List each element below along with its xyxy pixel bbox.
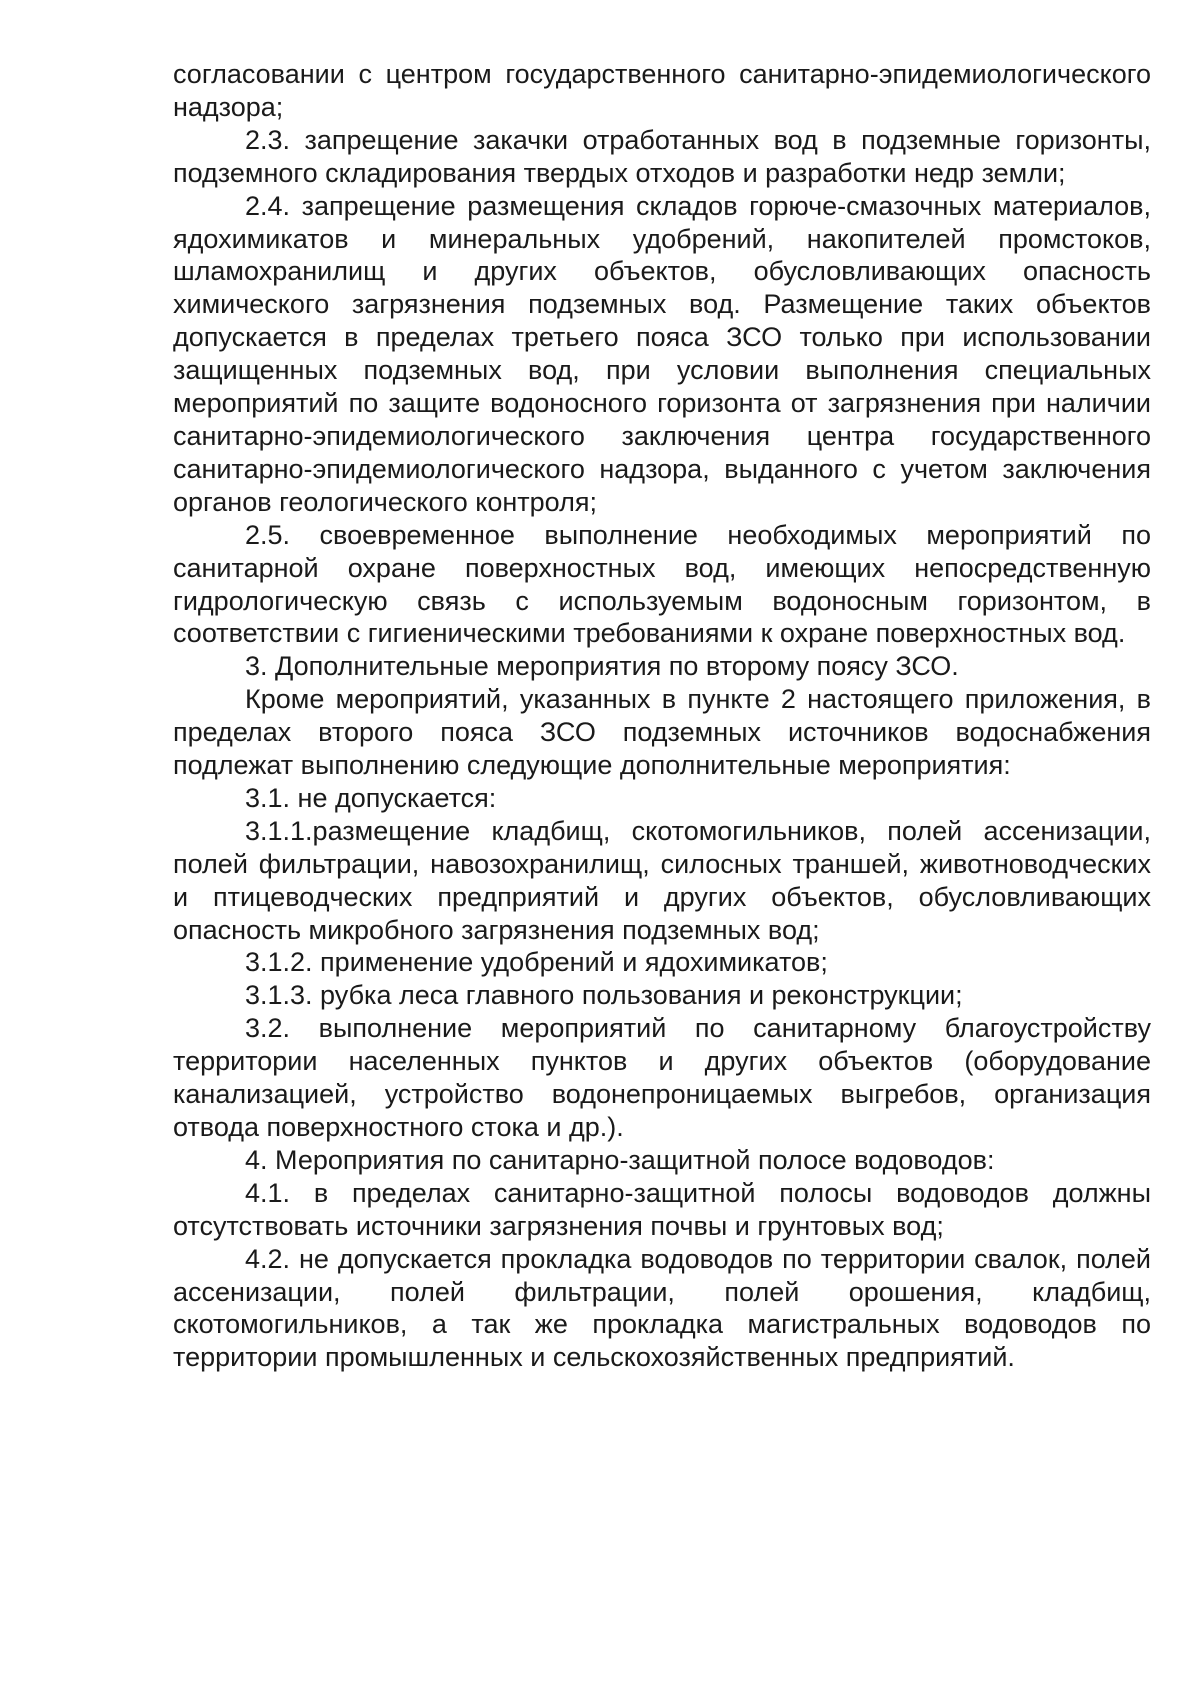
paragraph-3-1-1: 3.1.1.размещение кладбищ, скотомогильников, полей ассенизации, полей фильтрации, навозохранилищ, силосных траншей, животноводческих и птицеводческих предприятий и других объектов, обусловливающих опасность микробного загрязнения подземных вод; — [173, 815, 1151, 945]
paragraph-3-2: 3.2. выполнение мероприятий по санитарному благоустройству территории населенных пунктов и других объектов (оборудование канализацией, устройство водонепроницаемых выгребов, организация отвода поверхностного стока и др.). — [173, 1013, 1151, 1142]
paragraph-3-1-2: 3.1.2. применение удобрений и ядохимикатов; — [245, 947, 828, 978]
document-page — [173, 58, 1151, 1374]
paragraph-4-heading: 4. Мероприятия по санитарно-защитной полосе водоводов: — [245, 1144, 995, 1175]
paragraph-4-2: 4.2. не допускается прокладка водоводов по территории свалок, полей ассенизации, полей фильтрации, полей орошения, кладбищ, скотомогильников, а так же прокладка магистральных водоводов по территории промышленных и сельскохозяйственных предприятий. — [173, 1243, 1151, 1373]
paragraph-3-1: 3.1. не допускается: — [245, 782, 497, 813]
paragraph-3-1-3: 3.1.3. рубка леса главного пользования и реконструкции; — [245, 980, 963, 1011]
paragraph-4-1: 4.1. в пределах санитарно-защитной полосы водоводов должны отсутствовать источники загрязнения почвы и грунтовых вод; — [173, 1177, 1151, 1241]
paragraph-continuation: согласовании с центром государственного санитарно-эпидемиологического надзора; — [173, 59, 1151, 122]
paragraph-2-3: 2.3. запрещение закачки отработанных вод в подземные горизонты, подземного складирования твердых отходов и разработки недр земли; — [173, 124, 1151, 188]
paragraph-3-heading: 3. Дополнительные мероприятия по второму поясу ЗСО. — [245, 651, 959, 682]
paragraph-2-5: 2.5. своевременное выполнение необходимых мероприятий по санитарной охране поверхностных вод, имеющих непосредственную гидрологическую связь с используемым водоносным горизонтом, в соответствии с гигиеническими требованиями к охране поверхностных вод. — [173, 519, 1151, 649]
paragraph-3-intro: Кроме мероприятий, указанных в пункте 2 настоящего приложения, в пределах второго пояса ЗСО подземных источников водоснабжения подлежат выполнению следующие дополнительные мероприятия: — [173, 684, 1151, 781]
paragraph-2-4: 2.4. запрещение размещения складов горюче-смазочных материалов, ядохимикатов и минеральных удобрений, накопителей промстоков, шламохранилищ и других объектов, обусловливающих опасность химического загрязнения подземных вод. Размещение таких объектов допускается в пределах третьего пояса ЗСО только при использовании защищенных подземных вод, при условии выполнения специальных мероприятий по защите водоносного горизонта от загрязнения при наличии санитарно-эпидемиологического заключения центра государственного санитарно-эпидемиологического надзора, выданного с учетом заключения органов геологического контроля; — [173, 190, 1151, 517]
